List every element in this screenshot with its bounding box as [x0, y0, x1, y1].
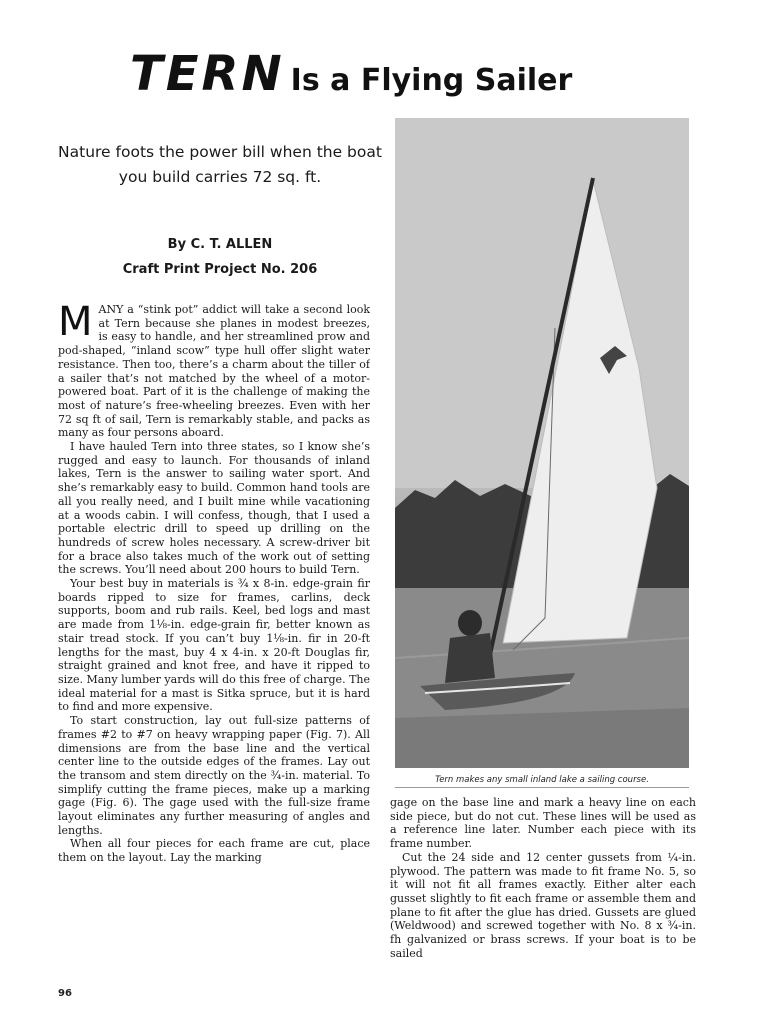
project-line: Craft Print Project No. 206	[122, 262, 318, 277]
photo-caption: Tern makes any small inland lake a sailing course.	[395, 775, 689, 788]
paragraph-7: Cut the 24 side and 12 center gussets from ¼-in. plywood. The pattern was made to fit frame No. 5, so it will not fit all frames exactly. Either alter each gusset slightly to fit each frame or assemble them and plane to fit after the glue has dried. Gussets are glued (Weldwood) and screwed together with No. 8 x ¾-in. fh galvanized or brass screws. If your boat is to be sailed	[390, 850, 696, 960]
article-title	[130, 46, 690, 106]
right-column	[390, 796, 696, 968]
paragraph-4: To start construction, lay out full-size patterns of frames #2 to #7 on heavy wrapping paper (Fig. 7). All dimensions are from the base line and the vertical center line to the outside edges of the frames. Lay out the transom and stem directly on the ¾-in. material. To simplify cutting the frame pieces, make up a marking gage (Fig. 6). The gage used with the full-size frame layout eliminates any further measuring of angles and lengths.	[58, 714, 370, 837]
sailor-body	[445, 633, 495, 683]
author-line: By C. T. ALLEN	[167, 237, 273, 252]
title-rest: Is a Flying Sailer	[290, 63, 573, 98]
foreground-water	[395, 708, 689, 768]
sailboat-photo	[395, 118, 689, 768]
title-main: TERN	[130, 46, 285, 102]
sailor-head	[458, 610, 482, 636]
paragraph-3: Your best buy in materials is ¾ x 8-in. edge-grain fir boards ripped to size for frames, carlins, deck supports, boom and rub rails. Keel, bed logs and mast are made from 1⅛-in. edge-grain fir, better known as stair tread stock. If you can’t buy 1⅛-in. fir in 20-ft lengths for the mast, buy 4 x 4-in. x 20-ft Douglas fir, straight grained and knot free, and have it ripped to size. Many lumber yards will do this free of charge. The ideal material for a mast is Sitka spruce, but it is hard to find and more expensive.	[58, 577, 370, 714]
paragraph-6: gage on the base line and mark a heavy line on each side piece, but do not cut. These lines will be used as a reference line later. Number each piece with its frame number.	[390, 796, 696, 851]
paragraph-5: When all four pieces for each frame are cut, place them on the layout. Lay the marking	[58, 837, 370, 865]
article-deck: Nature foots the power bill when the boat you build carries 72 sq. ft.	[58, 143, 382, 186]
page-number: 96	[58, 988, 72, 999]
sailboat-illustration	[395, 118, 689, 768]
byline-block	[60, 232, 380, 282]
paragraph-1-text: ANY a “stink pot” addict will take a second look at Tern because she planes in modest breezes, is easy to handle, and her streamlined prow and pod-shaped, “inland scow” type hull offer slight water resistance. Then too, there’s a charm about the tiller of a sailer that’s not matched by the wheel of a motor-powered boat. Part of it is the challenge of making the most of nature’s free-wheeling breezes. Even with her 72 sq ft of sail, Tern is remarkably stable, and packs as many as four persons aboard.	[58, 303, 370, 440]
drop-cap: M	[58, 303, 93, 345]
paragraph-1	[58, 303, 370, 440]
left-column	[58, 303, 370, 975]
paragraph-2: I have hauled Tern into three states, so I know she’s rugged and easy to launch. For thousands of inland lakes, Tern is the answer to sailing water sport. And she’s remarkably easy to build. Common hand tools are all you really need, and I built mine while vacationing at a woods cabin. I will confess, though, that I used a portable electric drill to speed up drilling on the hundreds of screw holes necessary. A screw-driver bit for a brace also takes much of the work out of setting the screws. You’ll need about 200 hours to build Tern.	[58, 440, 370, 577]
